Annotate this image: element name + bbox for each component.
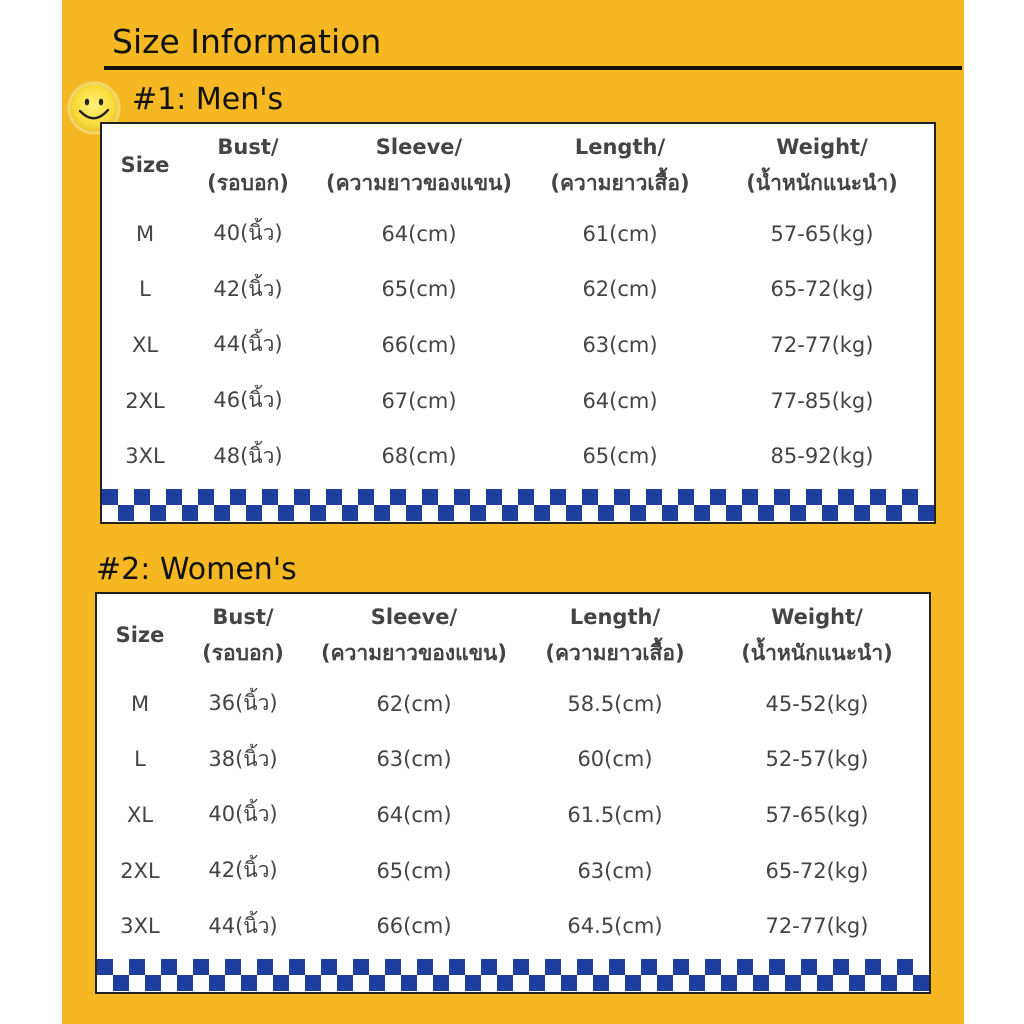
weight-cell: 72-77(kg) xyxy=(765,914,869,939)
checker-square xyxy=(193,959,209,975)
checker-square xyxy=(806,489,822,505)
bust-column-header xyxy=(188,124,308,206)
checker-square xyxy=(465,975,481,991)
checker-square xyxy=(897,959,913,975)
checkerboard-band xyxy=(97,959,929,991)
checker-square xyxy=(710,489,726,505)
checker-square xyxy=(673,959,689,975)
checker-square xyxy=(865,959,881,975)
checker-square xyxy=(646,489,662,505)
length-column-header xyxy=(530,124,710,206)
weight-cell: 72-77(kg) xyxy=(770,332,874,357)
bust-column-header xyxy=(183,594,303,676)
bust-cell: 44(นิ้ว) xyxy=(213,332,283,357)
checker-square xyxy=(870,489,886,505)
weight-cell: 52-57(kg) xyxy=(765,747,869,772)
checker-square xyxy=(758,505,774,521)
sleeve-cell: 66(cm) xyxy=(376,914,452,939)
bust-cell: 36(นิ้ว) xyxy=(208,691,278,716)
checker-square xyxy=(326,489,342,505)
checker-square xyxy=(438,505,454,521)
sleeve-cell: 65(cm) xyxy=(376,858,452,883)
checker-square xyxy=(641,959,657,975)
table-row xyxy=(97,898,929,954)
table-row xyxy=(102,428,934,484)
size-cell: 2XL xyxy=(120,858,160,883)
checker-square xyxy=(310,505,326,521)
weight-cell: 57-65(kg) xyxy=(765,802,869,827)
sleeve-cell: 65(cm) xyxy=(381,277,457,302)
checker-square xyxy=(566,505,582,521)
title-divider xyxy=(104,66,962,70)
checker-square xyxy=(246,505,262,521)
checker-square xyxy=(582,489,598,505)
page-title: Size Information xyxy=(112,22,382,61)
weight-header-label: Weight/ xyxy=(771,605,863,629)
checker-square xyxy=(385,959,401,975)
checker-square xyxy=(182,505,198,521)
sleeve-header-sublabel: (ความยาวของแขน) xyxy=(325,171,513,195)
length-cell: 58.5(cm) xyxy=(567,691,663,716)
length-header-label: Length/ xyxy=(569,605,661,629)
checker-square xyxy=(150,505,166,521)
size-cell: 2XL xyxy=(125,388,165,413)
checker-square xyxy=(822,505,838,521)
checker-square xyxy=(550,489,566,505)
checker-square xyxy=(513,959,529,975)
size-cell: 3XL xyxy=(120,914,160,939)
sleeve-cell: 63(cm) xyxy=(376,747,452,772)
table-row xyxy=(97,732,929,788)
weight-header-label: Weight/ xyxy=(776,135,868,159)
checker-square xyxy=(881,975,897,991)
checker-square xyxy=(417,959,433,975)
checker-square xyxy=(886,505,902,521)
sleeve-cell: 68(cm) xyxy=(381,444,457,469)
checker-square xyxy=(609,959,625,975)
size-cell: XL xyxy=(131,332,159,357)
weight-cell: 85-92(kg) xyxy=(770,444,874,469)
checker-square xyxy=(134,489,150,505)
weight-cell: 45-52(kg) xyxy=(765,691,869,716)
checker-square xyxy=(433,975,449,991)
checker-square xyxy=(262,489,278,505)
length-cell: 61.5(cm) xyxy=(567,802,663,827)
checker-square xyxy=(598,505,614,521)
checker-square xyxy=(177,975,193,991)
checker-square xyxy=(838,489,854,505)
length-cell: 64(cm) xyxy=(582,388,658,413)
size-column-header: Size xyxy=(115,623,165,647)
checker-square xyxy=(705,959,721,975)
checker-square xyxy=(497,975,513,991)
length-cell: 65(cm) xyxy=(582,444,658,469)
checker-square xyxy=(742,489,758,505)
mens-size-table xyxy=(102,124,934,484)
checker-square xyxy=(241,975,257,991)
weight-cell: 65-72(kg) xyxy=(765,858,869,883)
checker-square xyxy=(321,959,337,975)
checker-square xyxy=(854,505,870,521)
bust-cell: 44(นิ้ว) xyxy=(208,913,278,938)
checker-square xyxy=(753,975,769,991)
checker-square xyxy=(529,975,545,991)
checker-square xyxy=(486,489,502,505)
length-cell: 61(cm) xyxy=(582,221,658,246)
table-header-row xyxy=(102,124,934,206)
length-cell: 60(cm) xyxy=(577,747,653,772)
checker-square xyxy=(198,489,214,505)
checker-square xyxy=(225,959,241,975)
checker-square xyxy=(230,489,246,505)
checker-square xyxy=(358,489,374,505)
mens-section-heading: #1: Men's xyxy=(132,82,284,117)
checker-square xyxy=(342,505,358,521)
checker-square xyxy=(209,975,225,991)
length-header-sublabel: (ความยาวเสื้อ) xyxy=(545,641,685,665)
size-cell: L xyxy=(134,747,146,772)
checker-square xyxy=(833,959,849,975)
table-row xyxy=(102,206,934,262)
weight-cell: 77-85(kg) xyxy=(770,388,874,413)
size-cell: M xyxy=(130,691,150,716)
checker-square xyxy=(614,489,630,505)
checker-square xyxy=(369,975,385,991)
mens-size-card xyxy=(100,122,936,524)
sleeve-header-sublabel: (ความยาวของแขน) xyxy=(320,641,508,665)
checker-square xyxy=(422,489,438,505)
womens-size-table xyxy=(97,594,929,954)
checker-square xyxy=(305,975,321,991)
weight-column-header xyxy=(710,124,934,206)
size-column-header: Size xyxy=(120,153,170,177)
bust-header-label: Bust/ xyxy=(217,135,279,159)
table-row xyxy=(97,787,929,843)
checker-square xyxy=(294,489,310,505)
checker-square xyxy=(214,505,230,521)
checker-square xyxy=(545,959,561,975)
length-cell: 63(cm) xyxy=(582,332,658,357)
checker-square xyxy=(353,959,369,975)
checker-square xyxy=(518,489,534,505)
checker-square xyxy=(406,505,422,521)
table-row xyxy=(102,262,934,318)
size-cell: L xyxy=(139,277,151,302)
length-header-sublabel: (ความยาวเสื้อ) xyxy=(550,171,690,195)
checker-square xyxy=(678,489,694,505)
checker-square xyxy=(849,975,865,991)
sleeve-column-header xyxy=(303,594,525,676)
checker-square xyxy=(630,505,646,521)
weight-cell: 65-72(kg) xyxy=(770,277,874,302)
checker-square xyxy=(289,959,305,975)
checker-square xyxy=(454,489,470,505)
checkerboard-band xyxy=(102,489,934,521)
length-cell: 64.5(cm) xyxy=(567,914,663,939)
sleeve-cell: 67(cm) xyxy=(381,388,457,413)
sleeve-cell: 64(cm) xyxy=(381,221,457,246)
bust-cell: 38(นิ้ว) xyxy=(208,746,278,771)
checker-square xyxy=(401,975,417,991)
checker-square xyxy=(161,959,177,975)
checker-square xyxy=(273,975,289,991)
checker-square xyxy=(689,975,705,991)
bust-cell: 48(นิ้ว) xyxy=(213,443,283,468)
checker-square xyxy=(902,489,918,505)
bust-cell: 40(นิ้ว) xyxy=(208,802,278,827)
bust-cell: 42(นิ้ว) xyxy=(213,276,283,301)
checker-square xyxy=(721,975,737,991)
checker-square xyxy=(737,959,753,975)
checker-square xyxy=(337,975,353,991)
checker-square xyxy=(534,505,550,521)
length-column-header xyxy=(525,594,705,676)
womens-section-heading: #2: Women's xyxy=(96,552,297,587)
checker-square xyxy=(625,975,641,991)
checker-square xyxy=(278,505,294,521)
checker-square xyxy=(129,959,145,975)
checker-square xyxy=(577,959,593,975)
table-row xyxy=(102,373,934,429)
weight-header-sublabel: (น้ำหนักแนะนำ) xyxy=(741,641,893,665)
checker-square xyxy=(817,975,833,991)
size-cell: XL xyxy=(126,802,154,827)
checker-square xyxy=(593,975,609,991)
sleeve-cell: 64(cm) xyxy=(376,802,452,827)
table-row xyxy=(102,317,934,373)
bust-header-label: Bust/ xyxy=(212,605,274,629)
checker-square xyxy=(257,959,273,975)
checker-square xyxy=(774,489,790,505)
checker-square xyxy=(470,505,486,521)
checker-square xyxy=(97,959,113,975)
bust-cell: 40(นิ้ว) xyxy=(213,221,283,246)
table-row xyxy=(97,676,929,732)
checker-square xyxy=(662,505,678,521)
checker-square xyxy=(801,959,817,975)
size-cell: 3XL xyxy=(125,444,165,469)
checker-square xyxy=(502,505,518,521)
length-header-label: Length/ xyxy=(574,135,666,159)
weight-cell: 57-65(kg) xyxy=(770,221,874,246)
checker-square xyxy=(657,975,673,991)
checker-square xyxy=(374,505,390,521)
sleeve-cell: 62(cm) xyxy=(376,691,452,716)
length-cell: 62(cm) xyxy=(582,277,658,302)
sleeve-cell: 66(cm) xyxy=(381,332,457,357)
sleeve-header-label: Sleeve/ xyxy=(375,135,463,159)
checker-square xyxy=(481,959,497,975)
checker-square xyxy=(790,505,806,521)
table-header-row xyxy=(97,594,929,676)
checker-square xyxy=(166,489,182,505)
checker-square xyxy=(390,489,406,505)
weight-header-sublabel: (น้ำหนักแนะนำ) xyxy=(746,171,898,195)
womens-size-card xyxy=(95,592,931,994)
checker-square xyxy=(726,505,742,521)
weight-column-header xyxy=(705,594,929,676)
bust-cell: 46(นิ้ว) xyxy=(213,388,283,413)
checker-square xyxy=(561,975,577,991)
checker-square xyxy=(145,975,161,991)
sleeve-header-label: Sleeve/ xyxy=(370,605,458,629)
checker-square xyxy=(769,959,785,975)
table-row xyxy=(97,843,929,899)
bust-header-sublabel: (รอบอก) xyxy=(207,171,289,195)
checker-square xyxy=(918,505,934,521)
bust-header-sublabel: (รอบอก) xyxy=(202,641,284,665)
checker-square xyxy=(913,975,929,991)
checker-square xyxy=(694,505,710,521)
checker-square xyxy=(785,975,801,991)
checker-square xyxy=(118,505,134,521)
size-cell: M xyxy=(135,221,155,246)
checker-square xyxy=(102,489,118,505)
length-cell: 63(cm) xyxy=(577,858,653,883)
checker-square xyxy=(113,975,129,991)
sleeve-column-header xyxy=(308,124,530,206)
bust-cell: 42(นิ้ว) xyxy=(208,858,278,883)
checker-square xyxy=(449,959,465,975)
